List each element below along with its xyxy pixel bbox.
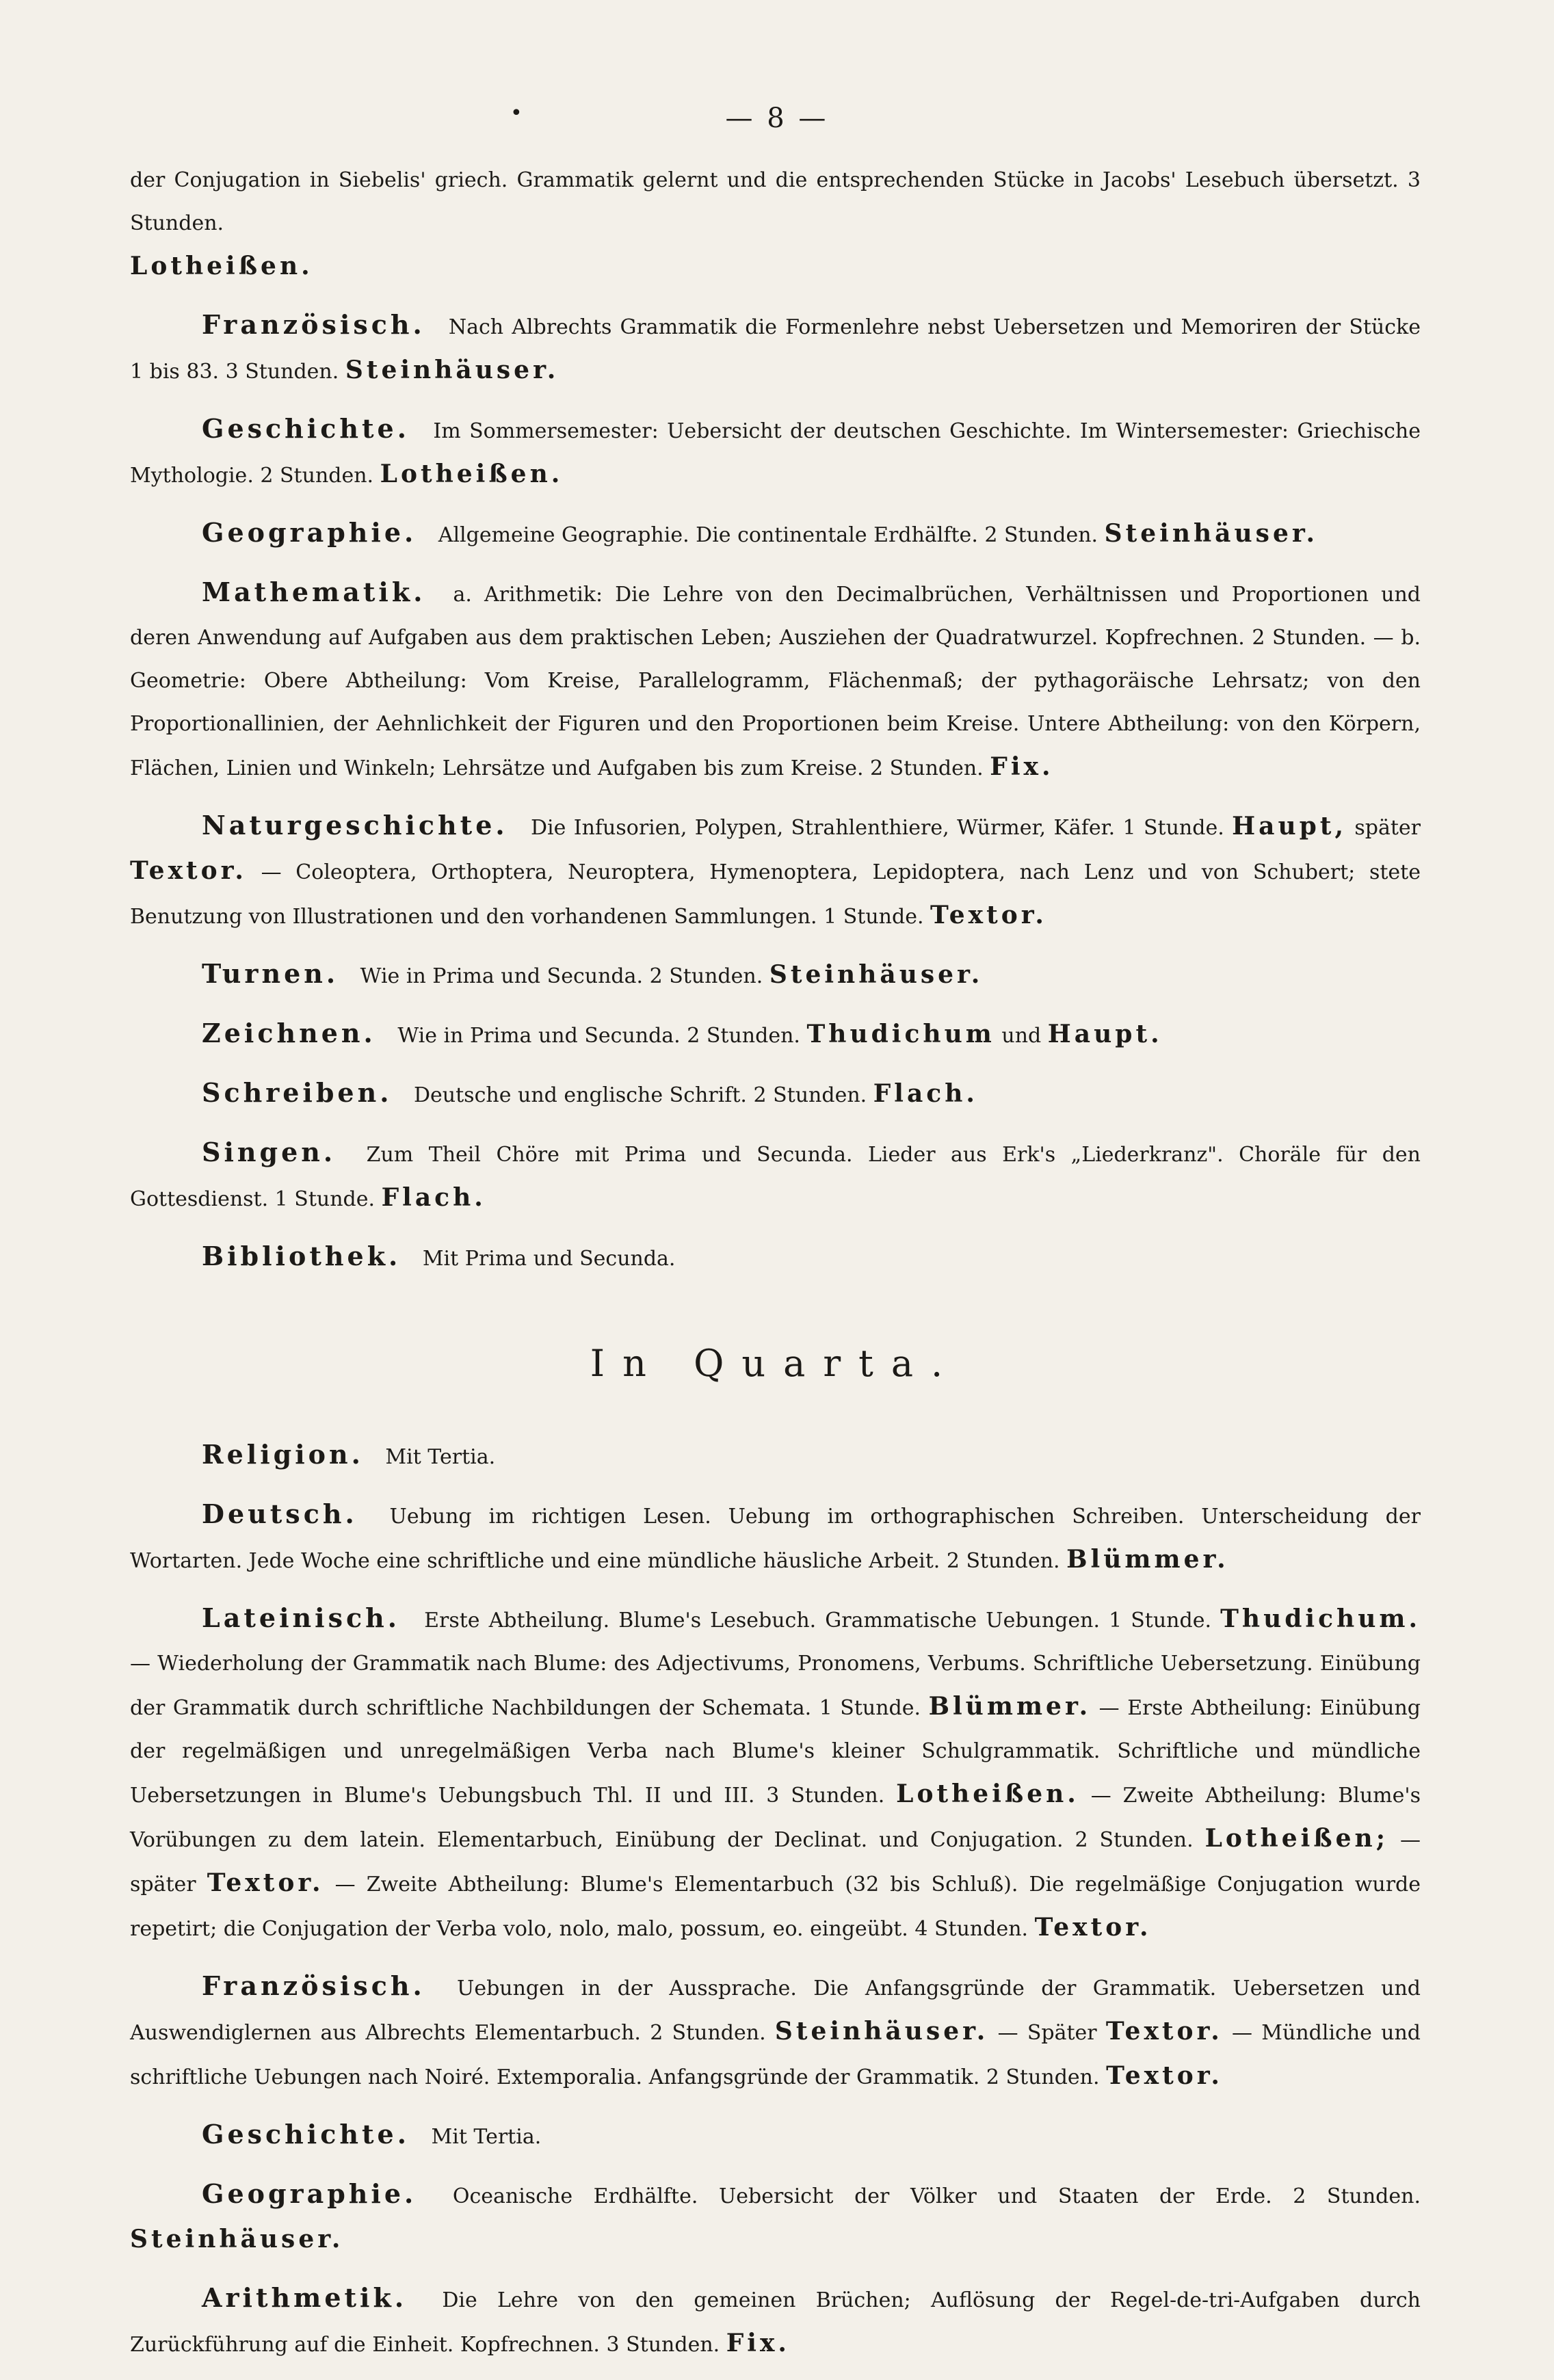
entry-singen-tertia (130, 1130, 1421, 1221)
teacher-name: Steinhäuser. (130, 2225, 344, 2253)
entry-text: und (1001, 1024, 1042, 1048)
entry-text: — Wiederholung der Grammatik nach Blume: des Adjectivums, Pronomens, Verbums. Schriftliche Uebersetzung. Einübung der Grammatik durch schriftliche Nachbildungen der Schemata. 1 Stunde. (130, 1652, 1421, 1720)
teacher-name: Steinhäuser. (345, 356, 559, 384)
entry-geschichte-quarta (130, 2113, 1421, 2158)
teacher-name: Textor. (930, 901, 1047, 929)
entry-schreiben-tertia (130, 1071, 1421, 1117)
subject-heading: Geschichte. (202, 413, 410, 444)
entry-text: Uebung im richtigen Lesen. Uebung im orthographischen Schreiben. Unterscheidung der Wortarten. Jede Woche eine schriftliche und eine mündliche häusliche Arbeit. 2 Stunden. (130, 1505, 1421, 1573)
entry-text: später (1354, 816, 1421, 840)
subject-heading: Deutsch. (202, 1498, 358, 1529)
teacher-name: Steinhäuser. (1104, 519, 1319, 548)
entry-text: Erste Abtheilung. Blume's Lesebuch. Grammatische Uebungen. 1 Stunde. (424, 1609, 1212, 1632)
entry-geographie-quarta (130, 2172, 1421, 2262)
teacher-name: Haupt. (1047, 1020, 1163, 1048)
subject-heading: Zeichnen. (202, 1018, 376, 1048)
entry-text: — Zweite Abtheilung: Blume's Elementarbuch (32 bis Schluß). Die regelmäßige Conjugation wurde repetirt; die Conjugation der Verba volo, nolo, malo, possum, eo. eingeübt. 4 Stunden. (130, 1873, 1421, 1941)
teacher-name: Fix. (726, 2329, 790, 2357)
teacher-name: Haupt, (1232, 812, 1347, 841)
teacher-name: Lotheißen; (1204, 1824, 1389, 1853)
entry-bibliothek-tertia (130, 1234, 1421, 1280)
entry-geographie-tertia (130, 511, 1421, 557)
teacher-name: Steinhäuser. (774, 2017, 989, 2046)
entry-text: Mit Prima und Secunda. (422, 1247, 676, 1271)
subject-heading: Geographie. (202, 517, 417, 548)
entry-text: — Erste Abtheilung: Einübung der regelmäßigen und unregelmäßigen Verba nach Blume's kleiner Schulgrammatik. Schriftliche und mündliche Uebersetzungen in Blume's Uebungsbuch Thl. II und III. 3 Stunden. (130, 1696, 1421, 1808)
entry-mathematik-tertia (130, 570, 1421, 790)
subject-heading: Geschichte. (202, 2119, 410, 2150)
entry-text: — Coleoptera, Orthoptera, Neuroptera, Hymenoptera, Lepidoptera, nach Lenz und von Schubert; stete Benutzung von Illustrationen und den vorhandenen Sammlungen. 1 Stunde. (130, 860, 1421, 929)
page-number: — 8 — (725, 103, 829, 134)
entry-turnen-tertia (130, 952, 1421, 998)
entry-text: Wie in Prima und Secunda. 2 Stunden. (360, 964, 763, 988)
teacher-name: Thudichum. (1220, 1604, 1421, 1633)
subject-heading: Lateinisch. (202, 1602, 400, 1633)
entry-text: — Zweite Abtheilung: Blume's Vorübungen zu dem latein. Elementarbuch, Einübung der Declinat. und Conjugation. 2 Stunden. (130, 1784, 1421, 1852)
subject-heading: Französisch. (202, 309, 425, 340)
entry-geschichte-tertia (130, 407, 1421, 497)
subject-heading: Geographie. (202, 2178, 417, 2209)
teacher-name: Textor. (1034, 1913, 1152, 1942)
entry-text: Mit Tertia. (431, 2125, 542, 2149)
teacher-name: Lotheißen. (380, 460, 564, 488)
teacher-name: Flach. (873, 1079, 978, 1108)
teacher-name: Lotheißen. (896, 1780, 1079, 1808)
subject-heading: Schreiben. (202, 1077, 393, 1108)
entry-naturgeschichte-tertia (130, 804, 1421, 938)
teacher-name: Textor. (1106, 2061, 1223, 2090)
entry-text: Im Sommersemester: Uebersicht der deutschen Geschichte. Im Wintersemester: Griechische Mythologie. 2 Stunden. (130, 419, 1421, 488)
entry-religion-quarta (130, 1433, 1421, 1479)
entry-franzoesisch-quarta (130, 1964, 1421, 2099)
entry-text: Mit Tertia. (385, 1445, 496, 1469)
teacher-name: Textor. (130, 856, 247, 885)
teacher-name: Flach. (381, 1183, 486, 1212)
entry-text: — später (130, 1828, 1421, 1896)
subject-heading: Singen. (202, 1137, 337, 1167)
subject-heading: Turnen. (202, 958, 339, 989)
entry-text: Oceanische Erdhälfte. Uebersicht der Völker und Staaten der Erde. 2 Stunden. (452, 2184, 1421, 2208)
entry-text: Die Lehre von den gemeinen Brüchen; Auflösung der Regel-de-tri-Aufgaben durch Zurückführung auf die Einheit. Kopfrechnen. 3 Stunden. (130, 2288, 1421, 2357)
teacher-name: Blümmer. (1066, 1545, 1229, 1574)
entry-text: Nach Albrechts Grammatik die Formenlehre nebst Uebersetzen und Memoriren der Stücke 1 bis 83. 3 Stunden. (130, 315, 1421, 384)
entry-text: Uebungen in der Aussprache. Die Anfangsgründe der Grammatik. Uebersetzen und Auswendiglernen aus Albrechts Elementarbuch. 2 Stunden. (130, 1976, 1421, 2045)
section-heading-quarta: In Quarta. (590, 1342, 961, 1385)
subject-heading: Religion. (202, 1439, 364, 1470)
page-dot: • (510, 101, 523, 125)
subject-heading: Arithmetik. (202, 2282, 408, 2313)
entry-zeichnen-tertia (130, 1012, 1421, 1057)
teacher-name: Thudichum (806, 1020, 995, 1048)
teacher-name: Blümmer. (928, 1692, 1092, 1721)
entry-text: — Mündliche und schriftliche Uebungen nach Noiré. Extemporalia. Anfangsgründe der Grammatik. 2 Stunden. (130, 2021, 1421, 2089)
entry-text: a. Arithmetik: Die Lehre von den Decimalbrüchen, Verhältnissen und Proportionen und deren Anwendung auf Aufgaben aus dem praktischen Leben; Ausziehen der Quadratwurzel. Kopfrechnen. 2 Stunden. — b. Geometrie: Obere Abtheilung: Vom Kreise, Parallelogramm, Flächenmaß; der pythagoräische Lehrsatz; von den Proportionallinien, der Aehnlichkeit der Figuren und den Proportionen beim Kreise. Untere Abtheilung: von den Körpern, Flächen, Linien und Winkeln; Lehrsätze und Aufgaben bis zum Kreise. 2 Stunden. (130, 583, 1421, 780)
subject-heading: Mathematik. (202, 577, 426, 607)
subject-heading: Französisch. (202, 1970, 425, 2001)
entry-text: Allgemeine Geographie. Die continentale Erdhälfte. 2 Stunden. (438, 523, 1098, 547)
teacher-name: Lotheißen. (130, 252, 313, 280)
teacher-name: Fix. (990, 752, 1054, 781)
entry-lateinisch-quarta (130, 1596, 1421, 1951)
entry-franzoesisch-tertia (130, 303, 1421, 393)
entry-text: Wie in Prima und Secunda. 2 Stunden. (397, 1024, 800, 1048)
entry-text: der Conjugation in Siebelis' griech. Grammatik gelernt und die entsprechenden Stücke in Jacobs' Lesebuch übersetzt. 3 Stunden. (130, 168, 1421, 235)
entry-latin-tail (130, 159, 1421, 289)
entry-text: Zum Theil Chöre mit Prima und Secunda. Lieder aus Erk's „Liederkranz". Choräle für den Gottesdienst. 1 Stunde. (130, 1143, 1421, 1211)
entry-text: Deutsche und englische Schrift. 2 Stunden. (414, 1083, 867, 1107)
entry-deutsch-quarta (130, 1492, 1421, 1583)
teacher-name: Textor. (207, 1868, 324, 1897)
entry-text: Die Infusorien, Polypen, Strahlenthiere, Würmer, Käfer. 1 Stunde. (531, 816, 1224, 840)
subject-heading: Bibliothek. (202, 1241, 401, 1271)
page-content (130, 159, 1421, 2380)
subject-heading: Naturgeschichte. (202, 810, 508, 841)
entry-text: — Später (997, 2021, 1097, 2045)
entry-arithmetik-quarta (130, 2276, 1421, 2366)
teacher-name: Textor. (1105, 2017, 1223, 2046)
teacher-name: Steinhäuser. (769, 960, 984, 989)
